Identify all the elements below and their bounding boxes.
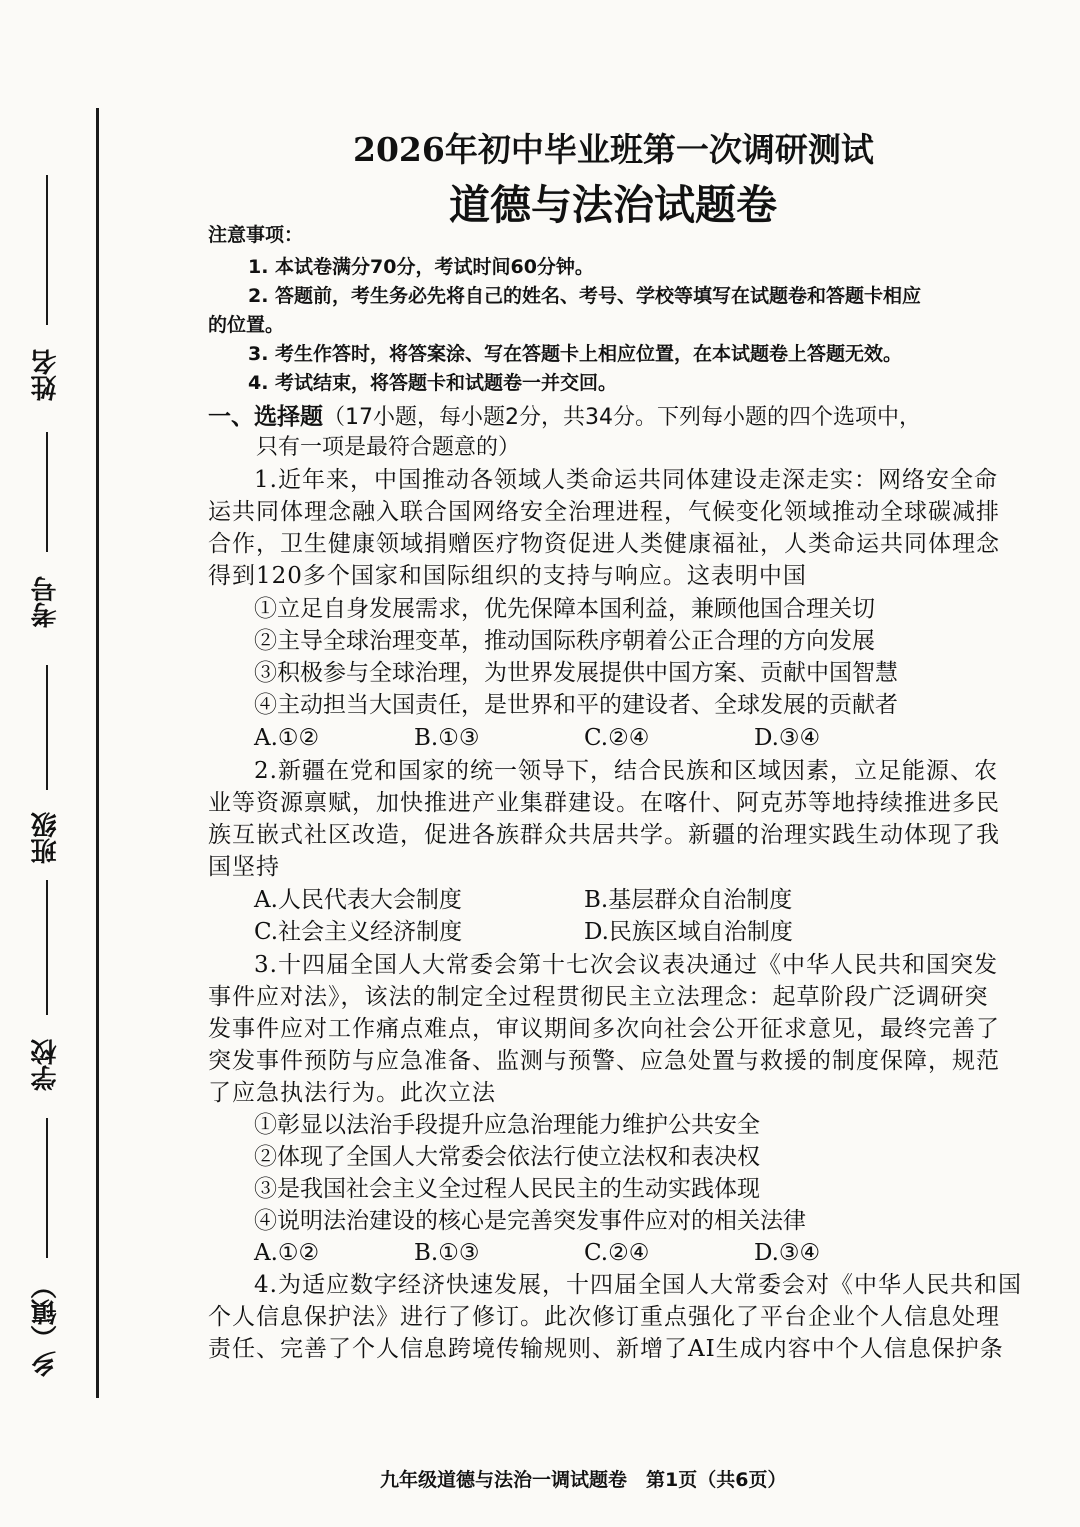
q1-option-c: C.②④ xyxy=(584,725,650,751)
exam-title: 2026年初中毕业班第一次调研测试 xyxy=(353,130,874,169)
notice-item-2: 2. 答题前，考生务必先将自己的姓名、考号、学校等填写在试题卷和答题卡相应 xyxy=(248,285,922,307)
q3-statement-4: ④说明法治建设的核心是完善突发事件应对的相关法律 xyxy=(254,1208,806,1234)
q1-option-b: B.①③ xyxy=(414,725,480,751)
school-label: 学校 xyxy=(31,1039,61,1091)
section-1-desc: （17小题，每小题2分，共34分。下列每小题的四个选项中， xyxy=(323,405,921,430)
section-1-title: 一、选择题 xyxy=(208,404,323,430)
q3-option-a: A.①② xyxy=(254,1240,320,1266)
q2-option-a: A.人民代表大会制度 xyxy=(254,887,462,913)
q2-stem-line-1: 2.新疆在党和国家的统一领导下，结合民族和区域因素，立足能源、农 xyxy=(254,758,998,784)
name-field[interactable] xyxy=(14,175,74,440)
q3-stem-line-3: 发事件应对工作痛点难点，审议期间多次向社会公开征求意见，最终完善了 xyxy=(208,1016,1000,1042)
town-blank-line xyxy=(46,1118,48,1258)
q2-option-d: D.民族区域自治制度 xyxy=(584,919,793,945)
q2-stem-line-3: 族互嵌式社区改造，促进各族群众共居共学。新疆的治理实践生动体现了我 xyxy=(208,822,1000,848)
exam-subtitle: 道德与法治试题卷 xyxy=(449,181,777,229)
q3-statement-2: ②体现了全国人大常委会依法行使立法权和表决权 xyxy=(254,1144,760,1170)
exam-number-blank-line xyxy=(46,432,48,552)
q3-statement-3: ③是我国社会主义全过程人民民主的生动实践体现 xyxy=(254,1176,760,1202)
q3-option-b: B.①③ xyxy=(414,1240,480,1266)
notice-item-2-cont: 的位置。 xyxy=(208,314,285,336)
class-field[interactable] xyxy=(14,665,74,905)
q1-option-d: D.③④ xyxy=(754,725,821,751)
notice-item-4: 4. 考试结束，将答题卡和试题卷一并交回。 xyxy=(248,372,618,394)
q1-statement-2: ②主导全球治理变革，推动国际秩序朝着公正合理的方向发展 xyxy=(254,628,875,654)
q2-stem-line-4: 国坚持 xyxy=(208,854,280,880)
q2-stem-line-2: 业等资源禀赋，加快推进产业集群建设。在喀什、阿克苏等地持续推进多民 xyxy=(208,790,1000,816)
exam-number-label: 考号 xyxy=(31,576,61,628)
q4-stem-line-3: 责任、完善了个人信息跨境传输规则、新增了AI生成内容中个人信息保护条 xyxy=(208,1336,1004,1362)
school-field[interactable] xyxy=(14,880,74,1105)
section-1-desc-cont: 只有一项是最符合题意的） xyxy=(256,435,521,460)
q1-statement-1: ①立足自身发展需求，优先保障本国利益，兼顾他国合理关切 xyxy=(254,596,875,622)
q2-option-b: B.基层群众自治制度 xyxy=(584,887,793,913)
notice-heading: 注意事项： xyxy=(208,224,304,246)
q1-stem-line-3: 合作，卫生健康领域捐赠医疗物资促进人类健康福祉，人类命运共同体理念 xyxy=(208,531,1000,557)
school-blank-line xyxy=(46,880,48,1015)
q4-stem-line-1: 4.为适应数字经济快速发展，十四届全国人大常委会对《中华人民共和国 xyxy=(254,1272,1022,1298)
notice-item-3: 3. 考生作答时，将答案涂、写在答题卡上相应位置，在本试题卷上答题无效。 xyxy=(248,343,903,365)
class-label: 班级 xyxy=(31,812,61,864)
exam-number-field[interactable] xyxy=(14,432,74,662)
class-blank-line xyxy=(46,665,48,790)
page-footer: 九年级道德与法治一调试题卷 第1页（共6页） xyxy=(380,1469,787,1491)
q3-option-c: C.②④ xyxy=(584,1240,650,1266)
q1-statement-4: ④主动担当大国责任，是世界和平的建设者、全球发展的贡献者 xyxy=(254,692,898,718)
town-label: 乡（镇） xyxy=(31,1273,61,1377)
binding-line xyxy=(96,108,99,1398)
q3-option-d: D.③④ xyxy=(754,1240,821,1266)
q1-stem-line-2: 运共同体理念融入联合国网络安全治理进程，气候变化领域推动全球碳减排 xyxy=(208,499,1000,525)
name-blank-line xyxy=(46,175,48,325)
town-field[interactable] xyxy=(14,1118,74,1388)
q1-stem-line-4: 得到120多个国家和国际组织的支持与响应。这表明中国 xyxy=(208,563,807,589)
q1-stem-line-1: 1.近年来，中国推动各领域人类命运共同体建设走深走实：网络安全命 xyxy=(254,467,998,493)
q1-statement-3: ③积极参与全球治理，为世界发展提供中国方案、贡献中国智慧 xyxy=(254,660,898,686)
binding-margin xyxy=(0,0,110,1527)
name-label: 姓名 xyxy=(31,349,61,401)
q3-stem-line-1: 3.十四届全国人大常委会第十七次会议表决通过《中华人民共和国突发 xyxy=(254,952,998,978)
q3-statement-1: ①彰显以法治手段提升应急治理能力维护公共安全 xyxy=(254,1112,760,1138)
q2-option-c: C.社会主义经济制度 xyxy=(254,919,463,945)
section-1-heading xyxy=(208,402,921,433)
q3-stem-line-5: 了应急执法行为。此次立法 xyxy=(208,1080,496,1106)
q3-stem-line-4: 突发事件预防与应急准备、监测与预警、应急处置与救援的制度保障，规范 xyxy=(208,1048,1000,1074)
notice-item-1: 1. 本试卷满分70分，考试时间60分钟。 xyxy=(248,256,594,278)
q3-stem-line-2: 事件应对法》，该法的制定全过程贯彻民主立法理念：起草阶段广泛调研突 xyxy=(208,984,989,1010)
q1-option-a: A.①② xyxy=(254,725,320,751)
q4-stem-line-2: 个人信息保护法》进行了修订。此次修订重点强化了平台企业个人信息处理 xyxy=(208,1304,1000,1330)
